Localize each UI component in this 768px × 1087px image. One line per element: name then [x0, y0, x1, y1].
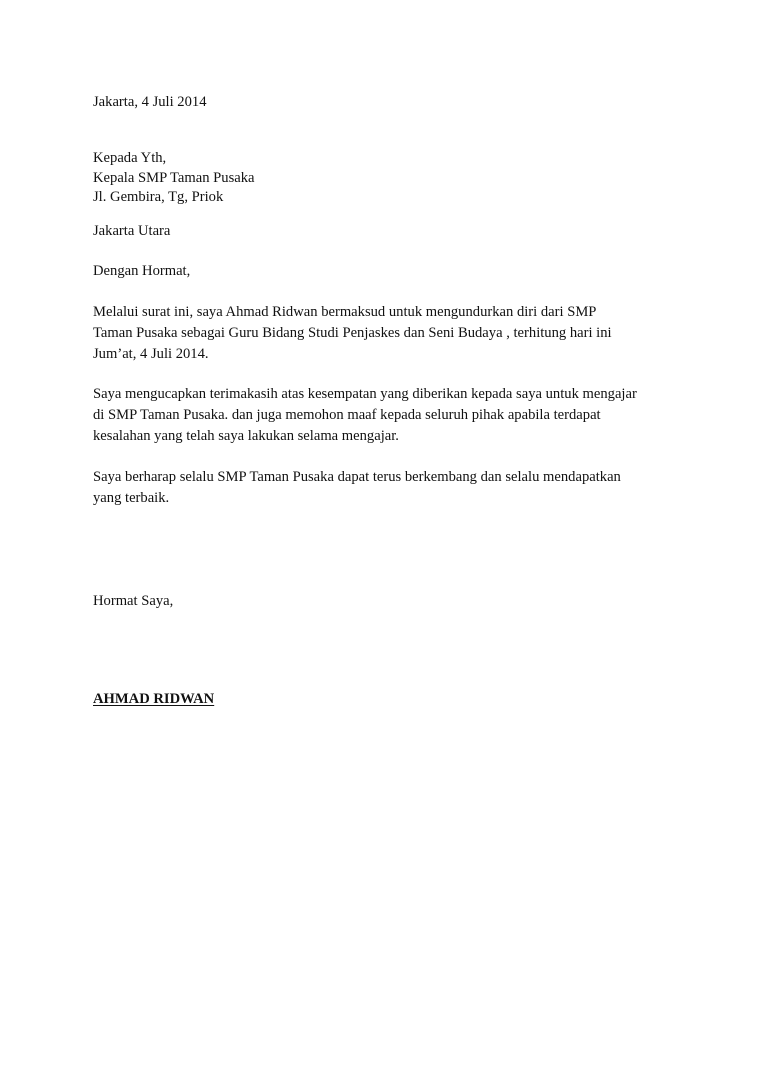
- recipient-street: Jl. Gembira, Tg, Priok: [93, 189, 224, 205]
- closing: Hormat Saya,: [93, 593, 174, 609]
- greeting: Dengan Hormat,: [93, 263, 191, 279]
- paragraph-2-line-2: di SMP Taman Pusaka. dan juga memohon maaf kepada seluruh pihak apabila terdapat: [93, 407, 601, 423]
- paragraph-1-line-1: Melalui surat ini, saya Ahmad Ridwan bermaksud untuk mengundurkan diri dari SMP: [93, 304, 597, 320]
- paragraph-1-line-2: Taman Pusaka sebagai Guru Bidang Studi Penjaskes dan Seni Budaya , terhitung hari ini: [93, 325, 612, 341]
- place-date: Jakarta, 4 Juli 2014: [93, 94, 207, 110]
- paragraph-3-line-2: yang terbaik.: [93, 490, 170, 506]
- recipient-city: Jakarta Utara: [93, 223, 171, 239]
- paragraph-3-line-1: Saya berharap selalu SMP Taman Pusaka dapat terus berkembang dan selalu mendapatkan: [93, 469, 621, 485]
- paragraph-2-line-1: Saya mengucapkan terimakasih atas kesempatan yang diberikan kepada saya untuk mengajar: [93, 386, 637, 402]
- recipient-title: Kepala SMP Taman Pusaka: [93, 170, 255, 186]
- paragraph-1-line-3: Jum’at, 4 Juli 2014.: [93, 346, 209, 362]
- signer-name: AHMAD RIDWAN: [93, 691, 215, 707]
- recipient-salutation: Kepada Yth,: [93, 150, 167, 166]
- paragraph-2-line-3: kesalahan yang telah saya lakukan selama mengajar.: [93, 428, 399, 444]
